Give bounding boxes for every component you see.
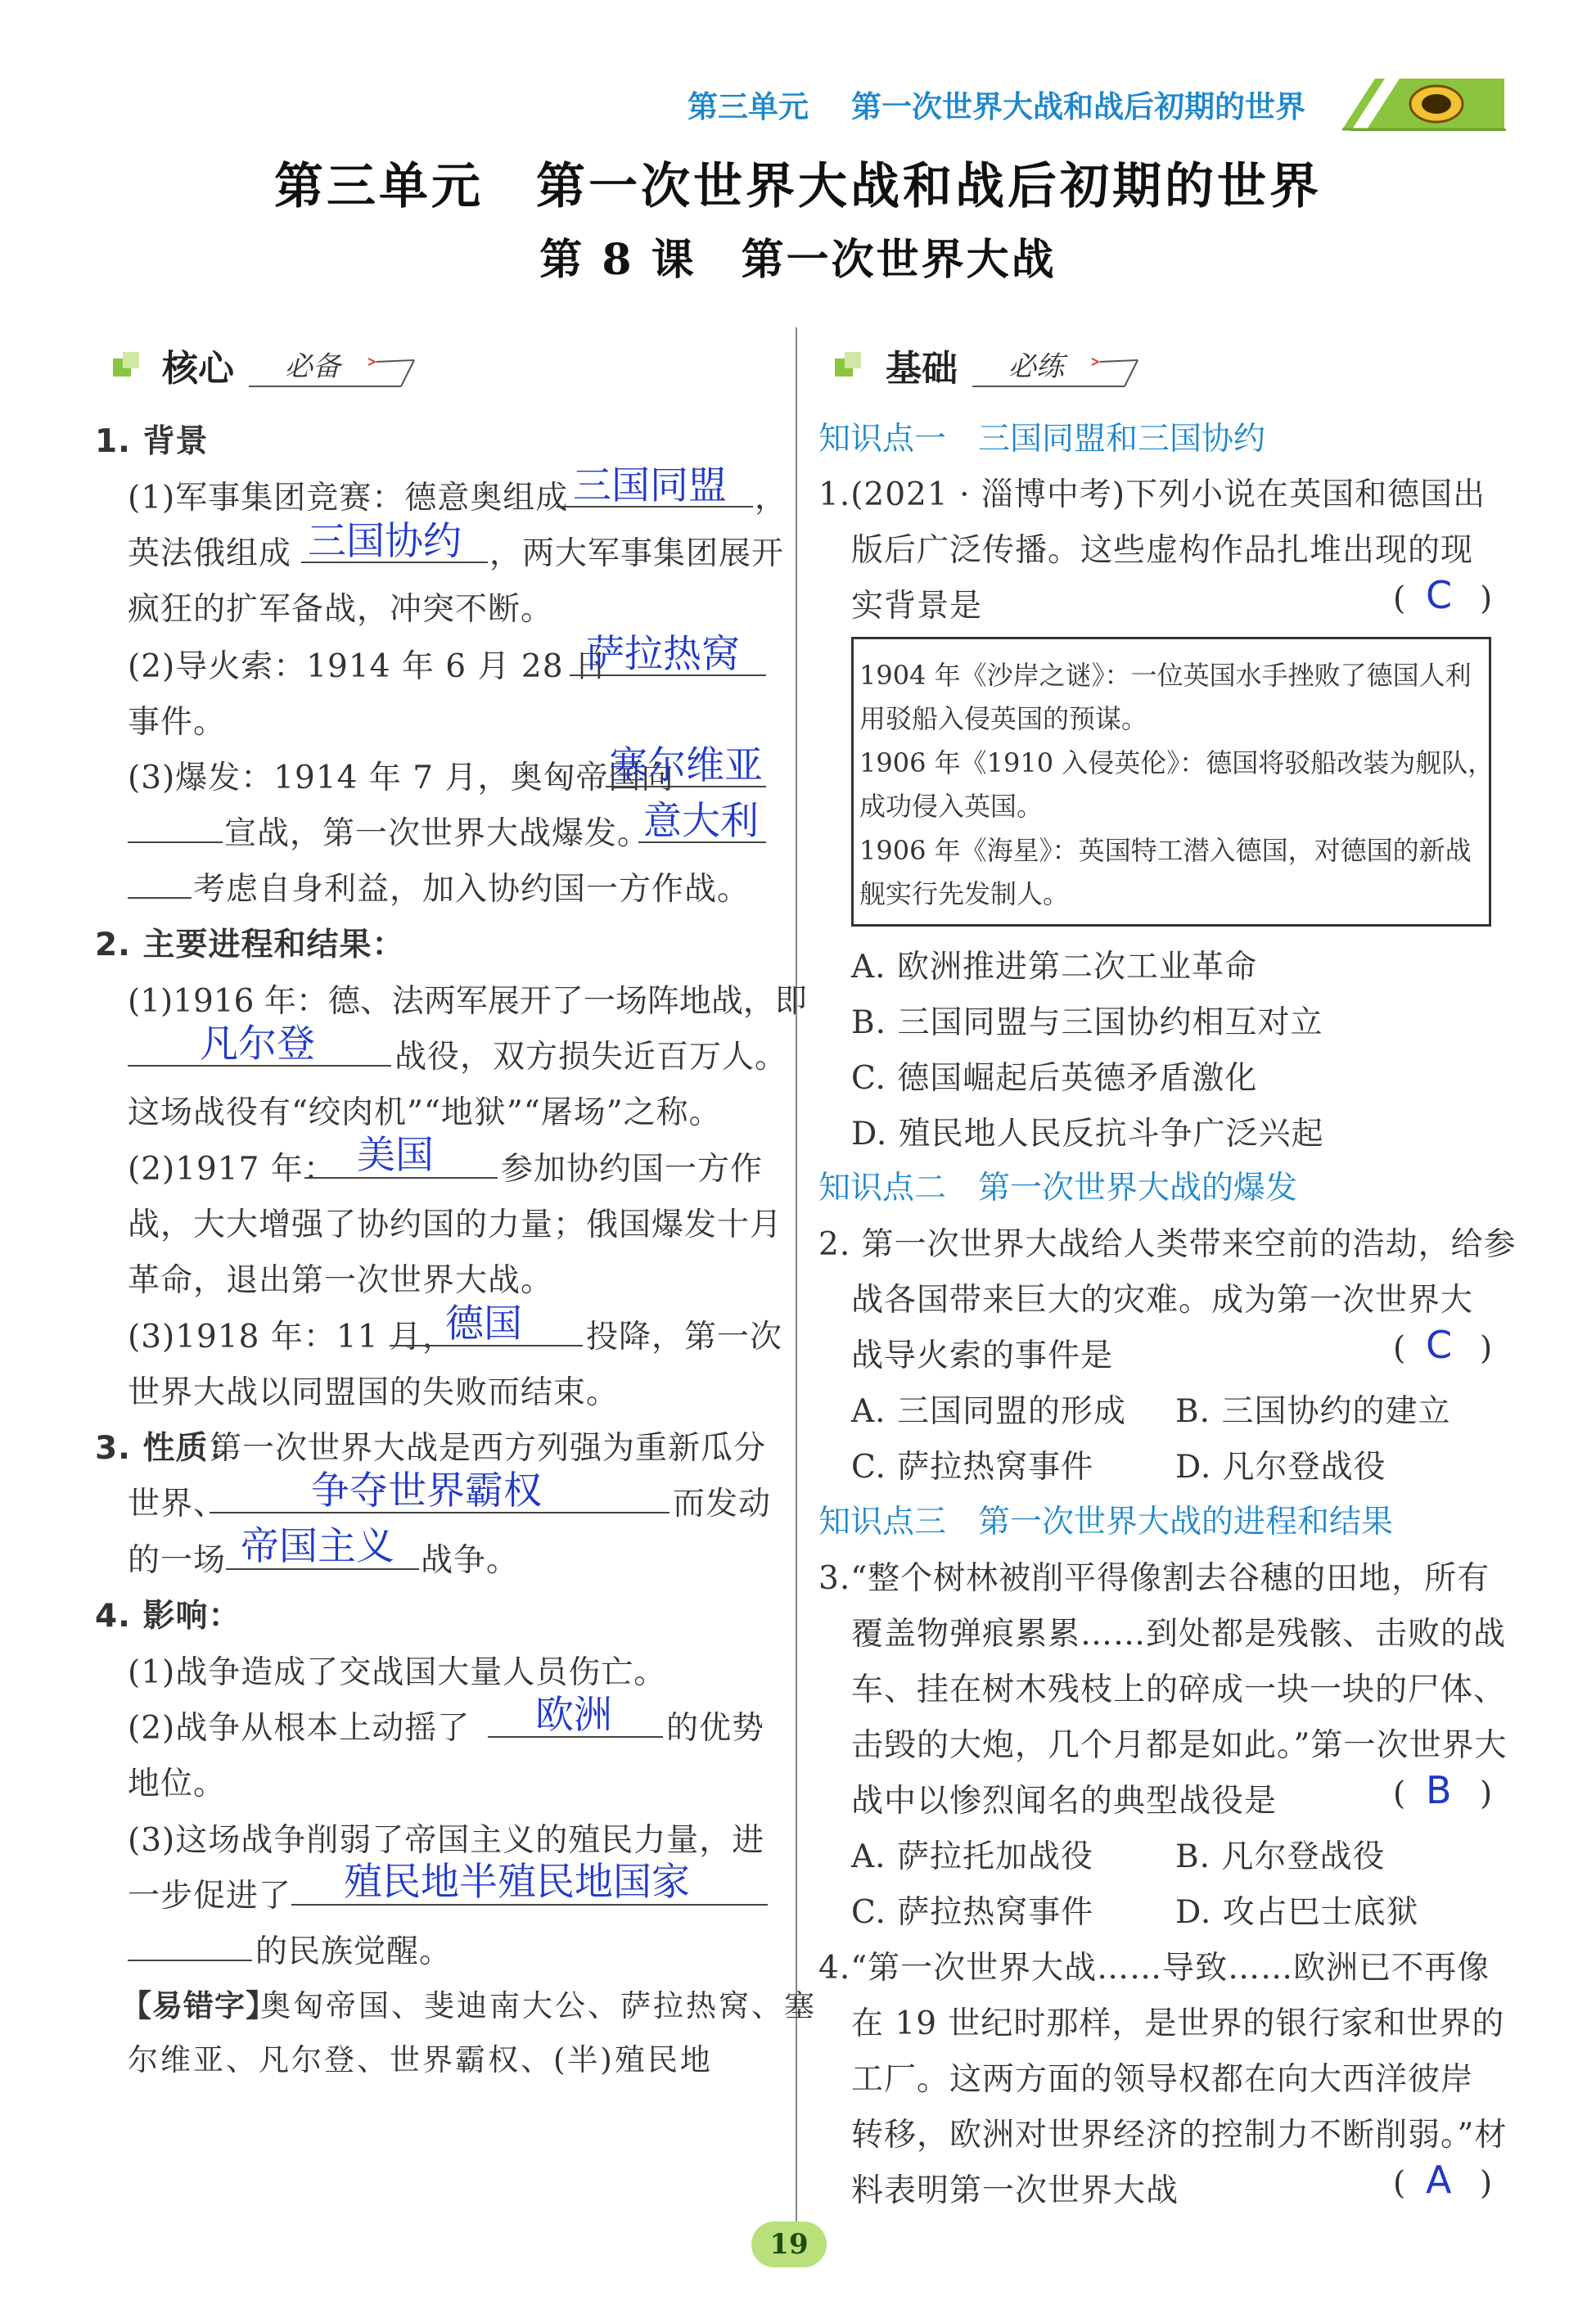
s1-answer1: 三国同盟: [573, 463, 727, 508]
q3-line1: 3.“整个树林被削平得像割去谷穗的田地，所有: [818, 1560, 1490, 1597]
q2-option-c: C. 萨拉热窝事件: [851, 1449, 1094, 1486]
right-heading-sub: 必练: [1008, 350, 1064, 383]
q4-line2: 在 19 世纪时那样，是世界的银行家和世界的: [851, 2005, 1505, 2042]
q2-paren-open: (: [1393, 1330, 1407, 1367]
q2-option-a: A. 三国同盟的形成: [851, 1393, 1126, 1430]
q4-answer: A: [1426, 2158, 1452, 2202]
typo-line1: 奥匈帝国、斐迪南大公、萨拉热窝、塞: [260, 1988, 817, 2023]
s3-answer2: 帝国主义: [241, 1524, 394, 1569]
s2-title: 2. 主要进程和结果：: [95, 927, 405, 963]
q1-box-line6: 舰实行先发制人。: [859, 878, 1070, 909]
s1-blank4b: [128, 841, 223, 843]
s2-line1c: 这场战役有“绞肉机”“地狱”“屠场”之称。: [128, 1094, 722, 1131]
s4-line2a: (2)战争从根本上动摇了: [128, 1710, 471, 1747]
q1-box-line2: 用驳船入侵英国的预谋。: [859, 703, 1148, 734]
header-book-icon: [1408, 82, 1465, 126]
s1-line3c: 考虑自身利益，加入协约国一方作战。: [193, 871, 751, 908]
q4-line1: 4.“第一次世界大战……导致……欧洲已不再像: [818, 1950, 1490, 1987]
s4-line2b: 地位。: [128, 1766, 227, 1802]
s2-line2b: 战，大大增强了协约国的力量；俄国爆发十月: [128, 1207, 783, 1243]
s2-answer3: 德国: [445, 1301, 522, 1346]
s3-answer1: 争夺世界霸权: [311, 1468, 542, 1513]
q4-line5: 料表明第一次世界大战: [851, 2172, 1179, 2209]
s2-line3a: (3)1918 年：11 月，: [128, 1319, 455, 1355]
q1-option-c: C. 德国崛起后英德矛盾激化: [851, 1060, 1258, 1097]
q1-line1: 1.(2021 · 淄博中考)下列小说在英国和德国出: [818, 476, 1486, 513]
s3-title: 3. 性质：: [95, 1430, 241, 1467]
s1-line2a: (2)导火索：1914 年 6 月 28 日: [128, 648, 607, 685]
q1-option-b: B. 三国同盟与三国协约相互对立: [851, 1004, 1323, 1041]
column-divider: [796, 327, 797, 2235]
s1-answer4: 塞尔维亚: [609, 743, 763, 788]
knowledge-point-2: 知识点二 第一次世界大战的爆发: [818, 1170, 1298, 1207]
s3-line1a: 第一次世界大战是西方列强为重新瓜分: [210, 1430, 767, 1467]
q1-paren-open: (: [1393, 580, 1407, 617]
q3-paren-close: ): [1480, 1775, 1494, 1812]
q3-option-b: B. 凡尔登战役: [1175, 1838, 1386, 1875]
q3-option-d: D. 攻占巴士底狱: [1175, 1894, 1419, 1931]
s1-answer3: 萨拉热窝: [586, 632, 740, 677]
q1-answer: C: [1426, 573, 1453, 617]
q2-option-d: D. 凡尔登战役: [1175, 1449, 1386, 1486]
s4-line2a-end: 的优势: [666, 1710, 765, 1747]
right-heading: 基础: [886, 348, 958, 390]
s4-answer2: 殖民地半殖民地国家: [344, 1860, 690, 1905]
knowledge-point-3: 知识点三 第一次世界大战的进程和结果: [818, 1504, 1394, 1540]
left-heading: 核心: [162, 348, 234, 390]
s3-line1c: 的一场: [128, 1542, 227, 1579]
s1-line1b-end: ，两大军事集团展开: [489, 535, 785, 572]
s1-title: 1. 背景: [95, 423, 209, 460]
s4-line1: (1)战争造成了交战国大量人员伤亡。: [128, 1654, 667, 1691]
q3-line5: 战中以惨烈闻名的典型战役是: [851, 1783, 1278, 1820]
left-heading-arrow: [246, 350, 417, 391]
q2-line3: 战导火索的事件是: [851, 1337, 1114, 1374]
q4-line3: 工厂。这两方面的领导权都在向大西洋彼岸: [851, 2061, 1474, 2098]
q1-option-d: D. 殖民地人民反抗斗争广泛兴起: [851, 1116, 1324, 1152]
lesson-title: 第 8 课 第一次世界大战: [539, 235, 1057, 285]
s1-answer5: 意大利: [643, 799, 759, 844]
page-number-badge: 19: [751, 2222, 827, 2267]
q3-answer: B: [1426, 1768, 1452, 1812]
s4-blank2b: [128, 1960, 252, 1961]
s2-line3a-end: 投降，第一次: [586, 1319, 783, 1355]
q3-paren-open: (: [1393, 1775, 1407, 1812]
s1-line1a: (1)军事集团竞赛：德意奥组成: [128, 480, 569, 516]
s4-line3c: 的民族觉醒。: [255, 1933, 453, 1970]
q3-line3: 车、挂在树木残枝上的碎成一块一块的尸体、: [851, 1671, 1507, 1708]
header-unit: 第三单元: [688, 89, 809, 124]
q1-box-line1: 1904 年《沙岸之谜》：一位英国水手挫败了德国人利: [859, 660, 1472, 691]
q4-paren-close: ): [1480, 2165, 1494, 2202]
knowledge-point-1: 知识点一 三国同盟和三国协约: [818, 421, 1266, 458]
s2-answer2: 美国: [357, 1133, 434, 1178]
s1-blank5b: [128, 897, 192, 899]
s3-line1c-end: 战争。: [421, 1542, 520, 1579]
s4-line3b: 一步促进了: [128, 1878, 292, 1915]
section-marker-icon-right: [833, 350, 863, 380]
s2-line3b: 世界大战以同盟国的失败而结束。: [128, 1374, 620, 1411]
q1-paren-close: ): [1480, 580, 1494, 617]
s4-answer1: 欧洲: [535, 1693, 612, 1738]
s4-title: 4. 影响：: [95, 1598, 241, 1635]
typo-line2: 尔维亚、凡尔登、世界霸权、(半)殖民地: [128, 2042, 713, 2077]
s1-line1b: 英法俄组成: [128, 535, 292, 572]
s4-line3a: (3)这场战争削弱了帝国主义的殖民力量，进: [128, 1822, 765, 1859]
q3-option-a: A. 萨拉托加战役: [851, 1838, 1093, 1875]
s2-line1b: 战役，双方损失近百万人。: [394, 1039, 788, 1076]
s2-line2c: 革命，退出第一次世界大战。: [128, 1262, 554, 1299]
q2-line1: 2. 第一次世界大战给人类带来空前的浩劫，给参: [818, 1226, 1517, 1263]
q2-line2: 战各国带来巨大的灾难。成为第一次世界大: [851, 1282, 1474, 1319]
section-marker-icon: [111, 350, 141, 380]
s1-line3a: (3)爆发：1914 年 7 月，奥匈帝国向: [128, 760, 674, 796]
s3-line1b-end: 而发动: [673, 1486, 772, 1522]
right-heading-arrow: [969, 350, 1141, 391]
header-rule: [1350, 129, 1506, 131]
q1-box-line4: 成功侵入英国。: [859, 791, 1044, 822]
q1-box-line3: 1906 年《1910 入侵英伦》：德国将驳船改装为舰队，: [859, 747, 1495, 778]
s2-answer1: 凡尔登: [200, 1022, 315, 1067]
page-title: 第三单元 第一次世界大战和战后初期的世界: [274, 158, 1322, 215]
s2-line2a-end: 参加协约国一方作: [501, 1151, 764, 1188]
s1-answer2: 三国协约: [308, 519, 462, 564]
s1-line3b: 宣战，第一次世界大战爆发。: [224, 815, 651, 852]
q3-line4: 击毁的大炮，几个月都是如此。”第一次世界大: [851, 1727, 1508, 1764]
left-heading-sub: 必备: [285, 350, 340, 383]
typo-label: 【易错字】: [121, 1988, 277, 2023]
s1-line1a-end: ，: [755, 480, 788, 516]
q3-line2: 覆盖物弹痕累累……到处都是残骸、击败的战: [851, 1616, 1507, 1653]
q4-paren-open: (: [1393, 2165, 1407, 2202]
s3-line1b: 世界、: [128, 1486, 227, 1522]
s1-line2b: 事件。: [128, 704, 227, 741]
q1-option-a: A. 欧洲推进第二次工业革命: [851, 949, 1257, 986]
header-unit-title: 第一次世界大战和战后初期的世界: [851, 89, 1305, 124]
q2-option-b: B. 三国协约的建立: [1175, 1393, 1451, 1430]
q2-answer: C: [1426, 1323, 1453, 1367]
q4-line4: 转移，欧洲对世界经济的控制力不断削弱。”材: [851, 2117, 1508, 2154]
q1-box-line5: 1906 年《海星》：英国特工潜入德国，对德国的新战: [859, 835, 1472, 866]
s2-line2a: (2)1917 年：: [128, 1151, 336, 1188]
s2-line1a: (1)1916 年：德、法两军展开了一场阵地战，即: [128, 983, 807, 1020]
q1-line3: 实背景是: [851, 588, 983, 625]
q2-paren-close: ): [1480, 1330, 1494, 1367]
q3-option-c: C. 萨拉热窝事件: [851, 1894, 1094, 1931]
q1-line2: 版后广泛传播。这些虚构作品扎堆出现的现: [851, 532, 1474, 569]
s1-line1c: 疯狂的扩军备战，冲突不断。: [128, 591, 554, 628]
